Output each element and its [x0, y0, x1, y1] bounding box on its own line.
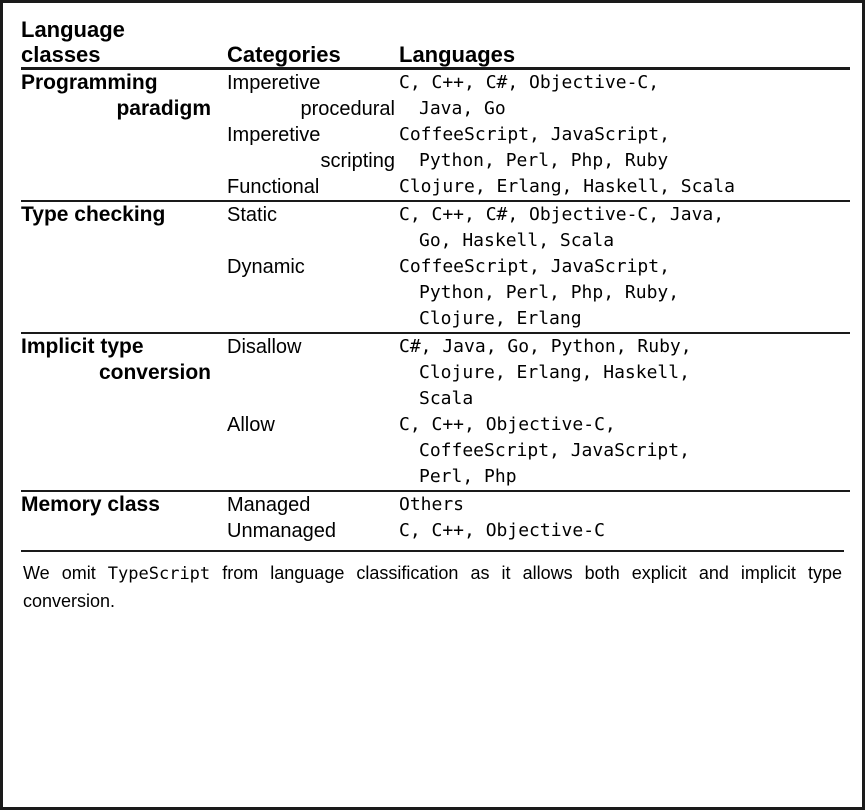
table-header-row — [21, 17, 850, 69]
languages-line1: C#, Java, Go, Python, Ruby, — [399, 336, 692, 357]
header-languages: Languages — [399, 42, 516, 67]
languages-functional: Clojure, Erlang, Haskell, Scala — [399, 176, 735, 197]
class-implicit-type-conversion — [21, 333, 227, 491]
footnote-part1: We omit — [23, 563, 96, 583]
language-classification-table — [21, 17, 850, 544]
table-row — [21, 69, 850, 123]
languages-line3: Perl, Php — [419, 466, 517, 487]
category-static: Static — [227, 201, 399, 254]
languages-unmanaged: C, C++, Objective-C — [399, 520, 605, 541]
class-programming-paradigm — [21, 69, 227, 202]
languages-static — [399, 201, 850, 254]
languages-line3: Clojure, Erlang — [419, 308, 582, 329]
header-language-classes — [21, 17, 227, 69]
languages-managed: Others — [399, 491, 850, 518]
header-language-classes-line2: classes — [21, 42, 101, 67]
category-unmanaged: Unmanaged — [227, 520, 336, 542]
category-functional: Functional — [227, 176, 320, 198]
class-label-line1: Implicit type — [21, 335, 144, 358]
footnote-section — [3, 550, 862, 615]
languages-disallow — [399, 333, 850, 412]
languages-line2: Java, Go — [419, 98, 506, 119]
class-type-checking: Type checking — [21, 201, 227, 333]
languages-line1: C, C++, C#, Objective-C, Java, — [399, 204, 725, 225]
class-label-line1: Programming — [21, 71, 158, 94]
languages-line2: Clojure, Erlang, Haskell, — [419, 362, 690, 383]
category-disallow: Disallow — [227, 333, 399, 412]
category-imperative-scripting — [227, 122, 399, 174]
header-language-classes-line1: Language — [21, 17, 125, 42]
class-label-line2: paradigm — [116, 97, 211, 120]
category-line1: Imperetive — [227, 72, 321, 94]
languages-imperative-scripting — [399, 122, 850, 174]
languages-line2: Python, Perl, Php, Ruby — [419, 150, 669, 171]
languages-imperative-procedural — [399, 69, 850, 123]
class-label-line2: conversion — [98, 361, 211, 384]
table-container — [3, 3, 862, 544]
languages-line2: Python, Perl, Php, Ruby, — [419, 282, 680, 303]
table-row — [21, 491, 850, 518]
table-row — [21, 333, 850, 412]
category-dynamic: Dynamic — [227, 256, 305, 278]
languages-line1: C, C++, Objective-C, — [399, 414, 616, 435]
languages-dynamic — [399, 254, 850, 333]
category-managed: Managed — [227, 491, 399, 518]
category-line1: Imperetive — [227, 124, 321, 146]
languages-line1: C, C++, C#, Objective-C, — [399, 72, 660, 93]
category-line2: scripting — [320, 150, 395, 172]
languages-allow — [399, 412, 850, 491]
languages-line1: CoffeeScript, JavaScript, — [399, 124, 670, 145]
table-row — [21, 201, 850, 254]
languages-line2: CoffeeScript, JavaScript, — [419, 440, 690, 461]
footnote-text — [21, 552, 844, 615]
languages-line1: CoffeeScript, JavaScript, — [399, 256, 670, 277]
header-categories: Categories — [227, 42, 341, 67]
footnote-part2: from language classification as it allows both explicit and implicit type conversion. — [23, 563, 842, 611]
footnote-mono-term: TypeScript — [107, 564, 211, 584]
languages-line2: Go, Haskell, Scala — [419, 230, 615, 251]
category-allow: Allow — [227, 414, 275, 436]
category-imperative-procedural — [227, 69, 399, 123]
class-memory-class: Memory class — [21, 491, 227, 544]
languages-line3: Scala — [419, 388, 474, 409]
category-line2: procedural — [300, 98, 395, 120]
